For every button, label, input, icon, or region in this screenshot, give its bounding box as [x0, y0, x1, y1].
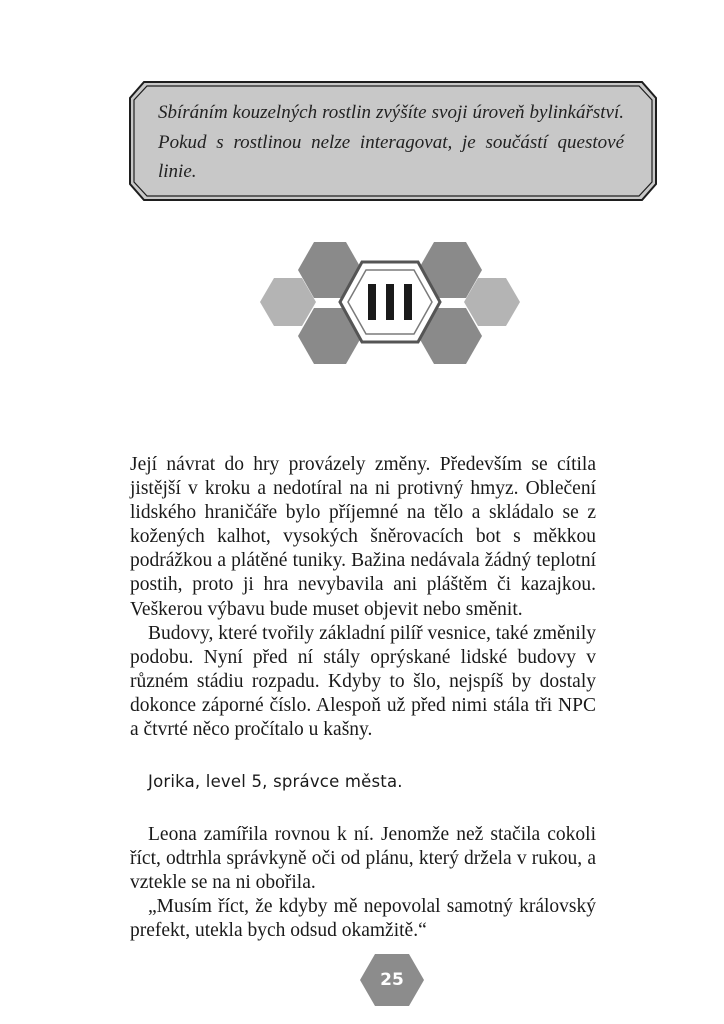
page-number: 25 [380, 970, 404, 990]
paragraph: „Musím říct, že kdyby mě nepovolal samotný královský prefekt, utekla bych odsud okamžitě.“ [130, 896, 596, 942]
paragraph: Budovy, které tvořily základní pilíř vesnice, také změnily podobu. Nyní před ní stály oprýskané lidské budovy v různém stádiu rozpadu. Kdyby to šlo, nejspíš by dostaly dokonce záporné číslo. Alespoň už před nimi stála tři NPC a čtvrté něco pročítalo u kašny. [130, 622, 596, 741]
page-number-badge [358, 952, 426, 1008]
numeral-bar-2 [386, 284, 394, 320]
paragraph: Leona zamířila rovnou k ní. Jenomže než stačila cokoli říct, odtrhla správkyně oči od plánu, který držela v rukou, a vztekle se na ni obořila. [130, 824, 596, 894]
info-box-text: Sbíráním kouzelných rostlin zvýšíte svoji úroveň bylinkářství. Pokud s rostlinou nelze interagovat, je součástí questové linie. [158, 102, 624, 182]
hexagon-cluster-icon [258, 240, 522, 368]
body-text-continued [130, 823, 596, 943]
numeral-bar-3 [404, 284, 412, 320]
numeral-bar-1 [368, 284, 376, 320]
info-box [128, 80, 658, 202]
paragraph: Její návrat do hry provázely změny. Především se cítila jistější v kroku a nedotíral na ni protivný hmyz. Oblečení lidského hraničáře bylo příjemné na tělo a skládalo se z kožených kalhot, vysokých šněrovacích bot s měkkou podrážkou a plátěné tuniky. Bažina nedávala žádný teplotní postih, proto ji hra nevybavila ani pláštěm či kazajkou. Veškerou výbavu bude muset objevit nebo směnit. [130, 454, 596, 620]
chapter-ornament [258, 240, 522, 373]
body-text [130, 453, 596, 742]
system-message: Jorika, level 5, správce města. [148, 772, 403, 791]
